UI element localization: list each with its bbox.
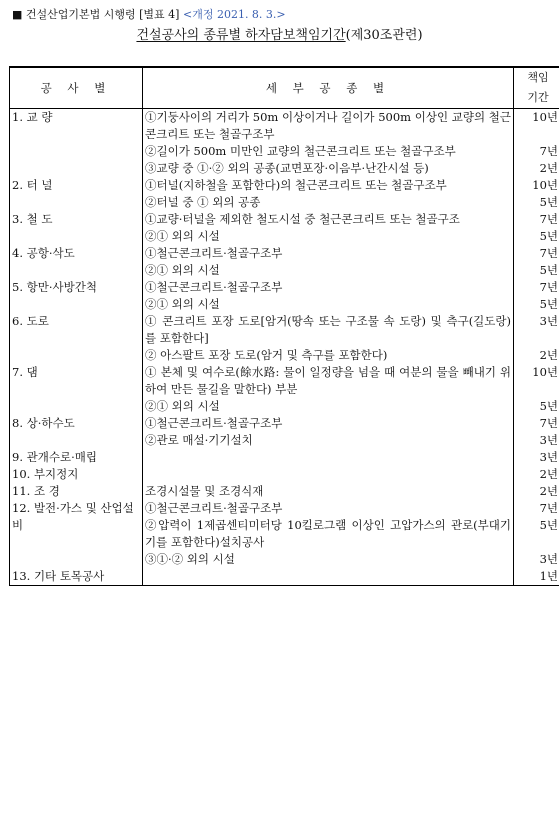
work-category: 6. 도로 — [10, 313, 143, 364]
warranty-period: 7년 — [514, 415, 559, 432]
warranty-period: 7년 — [514, 245, 559, 262]
warranty-period: 3년 — [514, 449, 559, 466]
work-detail: ②관로 매설·기기설치 — [143, 432, 514, 449]
col-header-category — [10, 67, 143, 109]
warranty-period: 2년 — [514, 483, 559, 500]
table-row — [10, 177, 559, 194]
work-detail — [143, 466, 514, 483]
work-detail: ②① 외의 시설 — [143, 228, 514, 245]
warranty-period: 5년 — [514, 228, 559, 245]
work-detail: ① 콘크리트 포장 도로[암거(땅속 또는 구조물 속 도랑) 및 측구(길도랑)를 포함한다] — [143, 313, 514, 347]
table-row — [10, 415, 559, 432]
work-detail — [143, 449, 514, 466]
work-category: 13. 기타 토목공사 — [10, 568, 143, 586]
warranty-period: 5년 — [514, 398, 559, 415]
work-category: 7. 댐 — [10, 364, 143, 415]
work-category: 9. 관개수로·매립 — [10, 449, 143, 466]
work-category: 2. 터 널 — [10, 177, 143, 211]
work-detail: ③①·② 외의 시설 — [143, 551, 514, 568]
warranty-period: 10년 — [514, 364, 559, 398]
table-row — [10, 245, 559, 262]
source-label: ■ 건설산업기본법 시행령 [별표 4] — [12, 8, 180, 21]
warranty-period: 5년 — [514, 296, 559, 313]
work-detail: ②압력이 1제곱센티미터당 10킬로그램 이상인 고압가스의 관로(부대기기를 포함한다)설치공사 — [143, 517, 514, 551]
work-detail: ①철근콘크리트·철골구조부 — [143, 279, 514, 296]
warranty-period: 10년 — [514, 109, 559, 144]
work-detail: ③교량 중 ①·② 외의 공종(교면포장·이음부·난간시설 등) — [143, 160, 514, 177]
table-row — [10, 279, 559, 296]
warranty-period: 10년 — [514, 177, 559, 194]
table-row — [10, 449, 559, 466]
warranty-period: 7년 — [514, 279, 559, 296]
warranty-period: 7년 — [514, 143, 559, 160]
work-detail: ②① 외의 시설 — [143, 296, 514, 313]
col-header-category-text: 공 사 별 — [40, 80, 112, 95]
warranty-period: 3년 — [514, 432, 559, 449]
work-detail: ①터널(지하철을 포함한다)의 철근콘크리트 또는 철골구조부 — [143, 177, 514, 194]
col-header-period — [514, 67, 559, 109]
work-detail: ①철근콘크리트·철골구조부 — [143, 245, 514, 262]
warranty-period: 5년 — [514, 517, 559, 551]
work-category: 4. 공항·삭도 — [10, 245, 143, 279]
warranty-period: 2년 — [514, 347, 559, 364]
table-row — [10, 109, 559, 144]
warranty-period: 2년 — [514, 160, 559, 177]
warranty-period: 2년 — [514, 466, 559, 483]
col-header-detail — [143, 67, 514, 109]
table-row — [10, 313, 559, 347]
work-detail: ②① 외의 시설 — [143, 398, 514, 415]
document-source-line — [12, 6, 286, 22]
work-category: 11. 조 경 — [10, 483, 143, 500]
work-detail: ①철근콘크리트·철골구조부 — [143, 415, 514, 432]
page-title — [0, 24, 559, 43]
table-row — [10, 364, 559, 398]
table-row — [10, 568, 559, 586]
work-category: 10. 부지정지 — [10, 466, 143, 483]
work-detail: ①철근콘크리트·철골구조부 — [143, 500, 514, 517]
work-category: 5. 항만·사방간척 — [10, 279, 143, 313]
work-detail: ①기둥사이의 거리가 50m 이상이거나 길이가 500m 이상인 교량의 철근콘크리트 또는 철골구조부 — [143, 109, 514, 144]
table-body — [10, 109, 559, 586]
work-detail: ②터널 중 ① 외의 공종 — [143, 194, 514, 211]
col-header-detail-text: 세 부 공 종 별 — [265, 80, 391, 95]
warranty-period: 3년 — [514, 551, 559, 568]
work-detail: ②길이가 500m 미만인 교량의 철근콘크리트 또는 철골구조부 — [143, 143, 514, 160]
warranty-period-table — [9, 66, 559, 586]
warranty-period: 1년 — [514, 568, 559, 586]
warranty-period: 5년 — [514, 262, 559, 279]
work-detail — [143, 568, 514, 586]
revision-date: <개정 2021. 8. 3.> — [182, 8, 286, 21]
work-category: 1. 교 량 — [10, 109, 143, 178]
work-category: 12. 발전·가스 및 산업설비 — [10, 500, 143, 568]
table-row — [10, 466, 559, 483]
table-row — [10, 211, 559, 228]
work-detail: ② 아스팔트 포장 도로(암거 및 측구를 포함한다) — [143, 347, 514, 364]
work-detail: 조경시설물 및 조경식재 — [143, 483, 514, 500]
table-row — [10, 483, 559, 500]
work-category: 3. 철 도 — [10, 211, 143, 245]
warranty-period: 7년 — [514, 211, 559, 228]
title-main: 건설공사의 종류별 하자담보책임기간 — [136, 28, 346, 43]
warranty-period: 5년 — [514, 194, 559, 211]
warranty-period: 3년 — [514, 313, 559, 347]
work-category: 8. 상·하수도 — [10, 415, 143, 449]
table-row — [10, 500, 559, 517]
warranty-period: 7년 — [514, 500, 559, 517]
col-header-period-line1: 책임 — [527, 71, 549, 84]
table-header-row — [10, 67, 559, 109]
work-detail: ②① 외의 시설 — [143, 262, 514, 279]
col-header-period-line2: 기간 — [527, 91, 549, 104]
title-ref: (제30조관련) — [345, 28, 423, 43]
work-detail: ①교량·터널을 제외한 철도시설 중 철근콘크리트 또는 철골구조 — [143, 211, 514, 228]
work-detail: ① 본체 및 여수로(餘水路: 물이 일정량을 넘을 때 여분의 물을 빼내기 위하여 만든 물길을 말한다) 부분 — [143, 364, 514, 398]
